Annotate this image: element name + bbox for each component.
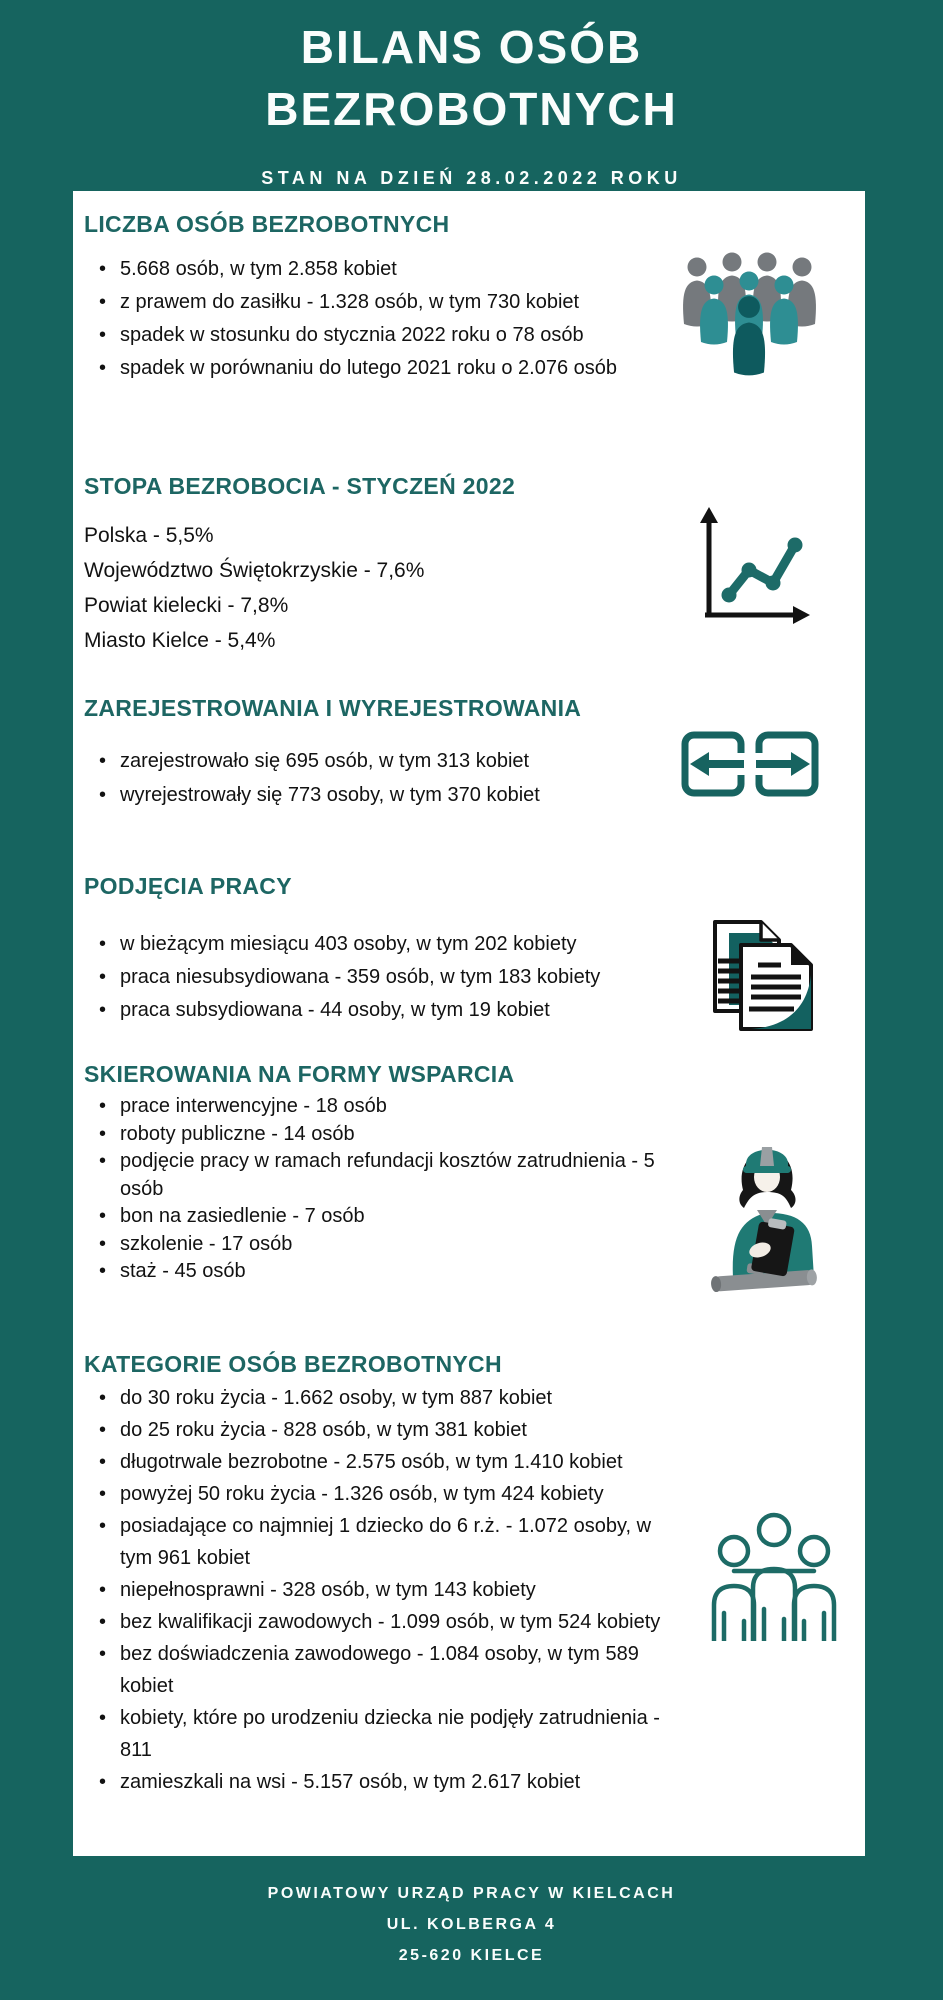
line-chart-icon (689, 503, 817, 628)
list-item: • spadek w porównaniu do lutego 2021 roku o 2.076 osób (73, 352, 673, 385)
page-footer (0, 1878, 943, 1971)
list-item: • długotrwale bezrobotne - 2.575 osób, w tym 1.410 kobiet (73, 1446, 673, 1478)
in-out-arrows-icon (681, 729, 819, 799)
section-title: LICZBA OSÓB BEZROBOTNYCH (84, 211, 450, 237)
list-item: • podjęcie pracy w ramach refundacji kosztów zatrudnienia - 5 osób (73, 1148, 658, 1203)
bullet-list (73, 928, 673, 1027)
footer-org-name: POWIATOWY URZĄD PRACY W KIELCACH (267, 1885, 676, 1902)
section-title: STOPA BEZROBOCIA - STYCZEŃ 2022 (84, 473, 516, 499)
crowd-icon (671, 243, 826, 378)
footer-street: UL. KOLBERGA 4 (386, 1916, 557, 1933)
list-item: • zamieszkali na wsi - 5.157 osób, w tym 2.617 kobiet (73, 1766, 673, 1798)
section-title: SKIEROWANIA NA FORMY WSPARCIA (84, 1061, 515, 1087)
section-title: KATEGORIE OSÓB BEZROBOTNYCH (84, 1351, 502, 1377)
list-item: • bez kwalifikacji zawodowych - 1.099 osób, w tym 524 kobiety (73, 1606, 673, 1638)
bullet-list (73, 253, 673, 385)
list-item: • bon na zasiedlenie - 7 osób (73, 1203, 658, 1231)
list-item: Miasto Kielce - 5,4% (84, 629, 276, 652)
page-header (0, 16, 943, 189)
bullet-list (73, 1382, 673, 1798)
list-item: • niepełnosprawni - 328 osób, w tym 143 kobiety (73, 1574, 673, 1606)
content-card (73, 191, 865, 1856)
list-item: • szkolenie - 17 osób (73, 1231, 658, 1259)
list-item: • zarejestrowało się 695 osób, w tym 313 kobiet (73, 744, 673, 778)
list-item: • do 25 roku życia - 828 osób, w tym 381 kobiet (73, 1414, 673, 1446)
list-item: Polska - 5,5% (84, 524, 214, 547)
footer-city: 25-620 KIELCE (398, 1947, 545, 1964)
list-item: • wyrejestrowały się 773 osoby, w tym 370 kobiet (73, 778, 673, 812)
list-item: • 5.668 osób, w tym 2.858 kobiet (73, 253, 673, 286)
page-title-line2: BEZROBOTNYCH (265, 83, 678, 135)
list-item: • spadek w stosunku do stycznia 2022 roku o 78 osób (73, 319, 673, 352)
bullet-list (73, 1093, 658, 1286)
list-item: • w bieżącym miesiącu 403 osoby, w tym 202 kobiety (73, 928, 673, 961)
list-item: • praca subsydiowana - 44 osoby, w tym 19 kobiet (73, 994, 673, 1027)
list-item: • prace interwencyjne - 18 osób (73, 1093, 658, 1121)
worker-icon (701, 1126, 833, 1301)
list-item: • staż - 45 osób (73, 1258, 658, 1286)
section-title: ZAREJESTROWANIA I WYREJESTROWANIA (84, 695, 582, 721)
list-item: Województwo Świętokrzyskie - 7,6% (84, 559, 425, 582)
bullet-list (73, 744, 673, 812)
page-title (0, 16, 943, 140)
list-item: Powiat kielecki - 7,8% (84, 594, 289, 617)
list-item: • praca niesubsydiowana - 359 osób, w tym 183 kobiety (73, 961, 673, 994)
list-item: • powyżej 50 roku życia - 1.326 osób, w tym 424 kobiety (73, 1478, 673, 1510)
list-item: • roboty publiczne - 14 osób (73, 1121, 658, 1149)
list-item: • z prawem do zasiłku - 1.328 osób, w tym 730 kobiet (73, 286, 673, 319)
page-subtitle: STAN NA DZIEŃ 28.02.2022 ROKU (261, 168, 682, 188)
list-item: • do 30 roku życia - 1.662 osoby, w tym 887 kobiet (73, 1382, 673, 1414)
page-title-line1: BILANS OSÓB (300, 21, 643, 73)
list-item: • bez doświadczenia zawodowego - 1.084 osoby, w tym 589 kobiet (73, 1638, 673, 1702)
plain-list (73, 518, 684, 658)
section-title: PODJĘCIA PRACY (84, 873, 292, 899)
group-outline-icon (703, 1509, 845, 1641)
documents-icon (705, 917, 820, 1037)
list-item: • kobiety, które po urodzeniu dziecka nie podjęły zatrudnienia - 811 (73, 1702, 673, 1766)
list-item: • posiadające co najmniej 1 dziecko do 6 r.ż. - 1.072 osoby, w tym 961 kobiet (73, 1510, 673, 1574)
